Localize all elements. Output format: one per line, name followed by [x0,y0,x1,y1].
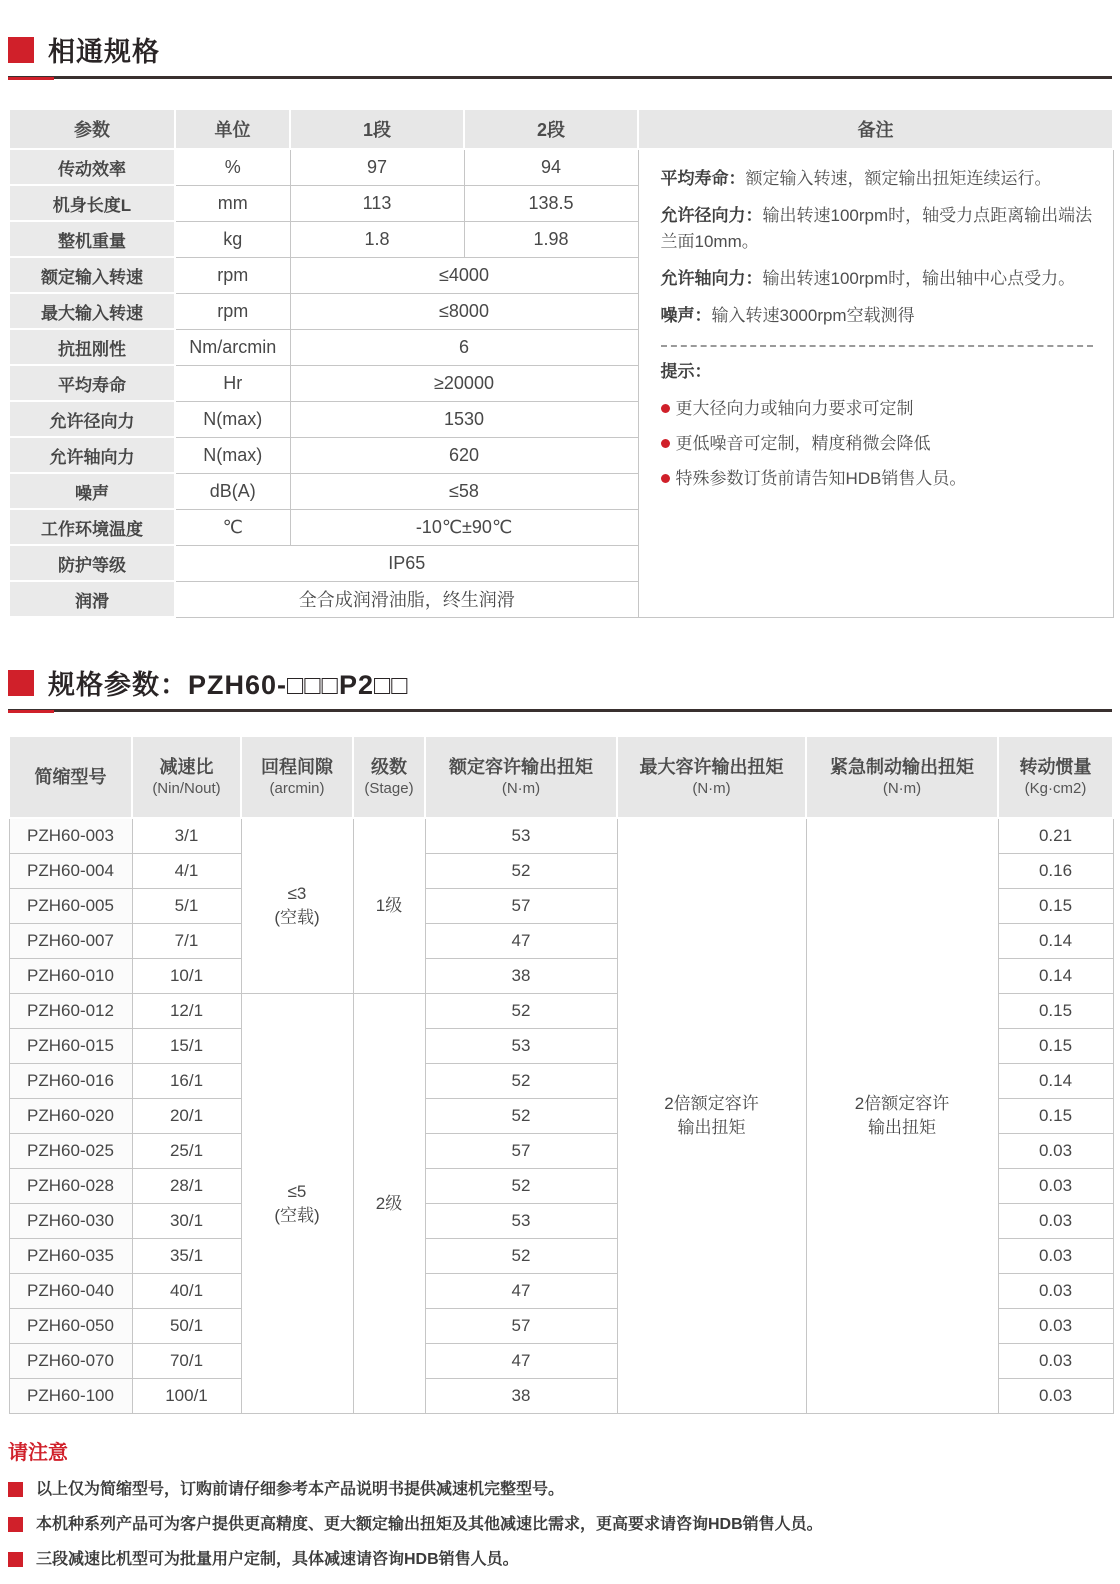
red-square-bullet-icon [8,1517,23,1532]
param-value-1: 1.8 [290,221,464,257]
remark-paragraph [661,166,1093,192]
header-title: 回程间隙 [261,757,333,777]
header-title: 最大容许输出扭矩 [639,757,784,777]
header-sub: (arcmin) [269,780,325,797]
remark-lead: 允许轴向力： [660,269,763,288]
param-unit: % [175,149,290,185]
col-header-parameter: 参数 [9,109,175,149]
brake-torque-line1: 2倍额定容许 [854,1094,950,1113]
param-unit: Nm/arcmin [175,329,290,365]
param-value-2: 1.98 [464,221,638,257]
param-unit: ℃ [175,509,290,545]
col-header-stage2: 2段 [464,109,638,149]
model-name: PZH60-005 [9,889,132,924]
model-table [8,735,1114,1414]
remark-lead: 平均寿命： [660,169,746,188]
param-value-full: 全合成润滑油脂，终生润滑 [175,581,638,617]
param-unit: kg [175,221,290,257]
header-title: 转动惯量 [1019,757,1092,777]
section-model-specs [8,663,1112,712]
remark-text: 输出转速100rpm时，轴受力点距离输出端法兰面10mm。 [660,206,1093,251]
ratio-value: 12/1 [132,994,241,1029]
inertia-value: 0.03 [998,1274,1113,1309]
col-header-max-torque [617,736,806,818]
section-title: 规格参数：PZH60-□□□P2□□ [48,670,409,700]
ratio-value: 40/1 [132,1274,241,1309]
model-header-row [9,736,1113,818]
ratio-value: 35/1 [132,1239,241,1274]
inertia-value: 0.15 [998,889,1113,924]
stage-group-1: 1级 [353,818,425,994]
remark-text: 输出转速100rpm时，输出轴中心点受力。 [762,269,1076,288]
param-value-2: 138.5 [464,185,638,221]
ratio-value: 30/1 [132,1204,241,1239]
model-name: PZH60-012 [9,994,132,1029]
brake-torque-line2: 输出扭矩 [868,1118,936,1137]
param-label: 抗扭刚性 [9,329,175,365]
notes-title: 请注意 [8,1442,68,1464]
header-title: 额定容许输出扭矩 [449,757,593,777]
red-square-icon [8,37,34,63]
inertia-value: 0.03 [998,1379,1113,1414]
remark-paragraph [661,266,1093,292]
stage-group-2: 2级 [353,994,425,1414]
tips-title: 提示： [660,362,712,381]
param-unit: mm [175,185,290,221]
param-value-span: ≤4000 [290,257,638,293]
model-name: PZH60-100 [9,1379,132,1414]
rated-torque-value: 52 [425,854,617,889]
ratio-value: 5/1 [132,889,241,924]
rated-torque-value: 53 [425,818,617,854]
col-header-unit: 单位 [175,109,290,149]
red-dot-icon [661,474,670,483]
ratio-value: 7/1 [132,924,241,959]
param-label: 平均寿命 [9,365,175,401]
col-header-brake-torque [806,736,998,818]
rated-torque-value: 47 [425,1274,617,1309]
col-header-backlash [241,736,353,818]
param-label: 机身长度L [9,185,175,221]
header-title: 减速比 [159,757,214,777]
note-item [8,1479,1112,1500]
param-value-1: 113 [290,185,464,221]
red-square-bullet-icon [8,1552,23,1567]
param-value-span: ≤58 [290,473,638,509]
param-value-span: 620 [290,437,638,473]
remark-paragraph [661,303,1093,329]
ratio-value: 25/1 [132,1134,241,1169]
model-name: PZH60-025 [9,1134,132,1169]
ratio-value: 3/1 [132,818,241,854]
note-text: 本机种系列产品可为客户提供更高精度、更大额定输出扭矩及其他减速比需求，更高要求请咨询HDB销售人员。 [36,1516,823,1533]
param-value-full: IP65 [175,545,638,581]
max-torque-cell [617,818,806,1414]
inertia-value: 0.03 [998,1134,1113,1169]
param-value-1: 97 [290,149,464,185]
model-name: PZH60-070 [9,1344,132,1379]
model-name: PZH60-003 [9,818,132,854]
param-unit: N(max) [175,437,290,473]
ratio-value: 50/1 [132,1309,241,1344]
inertia-value: 0.15 [998,994,1113,1029]
header-sub: (Kg·cm2) [1024,780,1087,797]
red-dot-icon [661,439,670,448]
spec-header-row [9,109,1113,149]
ratio-value: 100/1 [132,1379,241,1414]
inertia-value: 0.16 [998,854,1113,889]
remarks-cell [638,149,1113,617]
param-value-span: -10℃±90℃ [290,509,638,545]
backlash-value: ≤5 [287,1181,307,1201]
rated-torque-value: 52 [425,994,617,1029]
header-title: 紧急制动输出扭矩 [830,757,974,777]
note-text: 以上仅为简缩型号，订购前请仔细参考本产品说明书提供减速机完整型号。 [36,1481,565,1498]
param-label: 允许径向力 [9,401,175,437]
inertia-value: 0.15 [998,1099,1113,1134]
col-header-stage [353,736,425,818]
rated-torque-value: 57 [425,1309,617,1344]
model-name: PZH60-040 [9,1274,132,1309]
inertia-value: 0.14 [998,924,1113,959]
param-value-span: ≥20000 [290,365,638,401]
param-label: 允许轴向力 [9,437,175,473]
remarks-content [639,150,1113,511]
dashed-divider [661,345,1093,347]
section-heading [8,663,1112,702]
inertia-value: 0.15 [998,1029,1113,1064]
heading-underline [8,76,1112,79]
param-unit: N(max) [175,401,290,437]
ratio-value: 15/1 [132,1029,241,1064]
rated-torque-value: 53 [425,1204,617,1239]
inertia-value: 0.14 [998,959,1113,994]
col-header-remarks: 备注 [638,109,1113,149]
param-label: 整机重量 [9,221,175,257]
ratio-value: 10/1 [132,959,241,994]
col-header-rated-torque [425,736,617,818]
inertia-value: 0.21 [998,818,1113,854]
model-name: PZH60-010 [9,959,132,994]
spec-table [8,108,1114,618]
inertia-value: 0.03 [998,1169,1113,1204]
backlash-group-2 [241,994,353,1414]
rated-torque-value: 47 [425,1344,617,1379]
section-common-specs [8,30,1112,79]
rated-torque-value: 52 [425,1239,617,1274]
tip-text: 特殊参数订货前请告知HDB销售人员。 [675,469,967,488]
param-label: 噪声 [9,473,175,509]
param-label: 额定输入转速 [9,257,175,293]
backlash-note: (空载) [274,908,320,927]
param-unit: rpm [175,293,290,329]
param-label: 工作环境温度 [9,509,175,545]
col-header-ratio [132,736,241,818]
model-name: PZH60-016 [9,1064,132,1099]
model-name: PZH60-004 [9,854,132,889]
col-header-model [9,736,132,818]
ratio-value: 16/1 [132,1064,241,1099]
rated-torque-value: 38 [425,1379,617,1414]
model-name: PZH60-050 [9,1309,132,1344]
col-header-inertia [998,736,1113,818]
section-title: 相通规格 [48,37,160,67]
remark-lead: 噪声： [660,306,712,325]
param-unit: rpm [175,257,290,293]
rated-torque-value: 52 [425,1099,617,1134]
remark-paragraph [661,203,1093,255]
remark-text: 额定输入转速，额定输出扭矩连续运行。 [745,169,1052,188]
header-sub: (N·m) [692,780,731,797]
red-square-bullet-icon [8,1482,23,1497]
remark-text: 输入转速3000rpm空载测得 [711,306,915,325]
header-sub: (Stage) [364,780,414,797]
header-sub: (N·m) [882,780,922,797]
rated-torque-value: 47 [425,924,617,959]
model-row [9,818,1113,854]
page [0,30,1120,1570]
rated-torque-value: 38 [425,959,617,994]
model-name: PZH60-028 [9,1169,132,1204]
inertia-value: 0.03 [998,1309,1113,1344]
rated-torque-value: 57 [425,1134,617,1169]
tip-item [661,396,1093,422]
col-header-stage1: 1段 [290,109,464,149]
brake-torque-cell [806,818,998,1414]
model-name: PZH60-035 [9,1239,132,1274]
remark-lead: 允许径向力： [660,206,763,225]
inertia-value: 0.03 [998,1204,1113,1239]
note-item [8,1549,1112,1570]
model-name: PZH60-020 [9,1099,132,1134]
ratio-value: 28/1 [132,1169,241,1204]
param-value-span: 1530 [290,401,638,437]
param-label: 最大输入转速 [9,293,175,329]
inertia-value: 0.03 [998,1239,1113,1274]
param-value-span: 6 [290,329,638,365]
model-name: PZH60-015 [9,1029,132,1064]
ratio-value: 20/1 [132,1099,241,1134]
inertia-value: 0.14 [998,1064,1113,1099]
header-title: 简缩型号 [34,767,107,787]
heading-underline [8,709,1112,712]
red-dot-icon [661,404,670,413]
max-torque-line2: 输出扭矩 [677,1118,746,1137]
model-name: PZH60-007 [9,924,132,959]
rated-torque-value: 52 [425,1064,617,1099]
tip-item [661,466,1093,492]
model-name: PZH60-030 [9,1204,132,1239]
tip-item [661,431,1093,457]
ratio-value: 4/1 [132,854,241,889]
tip-text: 更低噪音可定制，精度稍微会降低 [675,434,931,453]
rated-torque-value: 57 [425,889,617,924]
param-label: 润滑 [9,581,175,617]
ratio-value: 70/1 [132,1344,241,1379]
notes-section [8,1436,1112,1570]
rated-torque-value: 52 [425,1169,617,1204]
header-sub: (Nin/Nout) [152,780,221,797]
rated-torque-value: 53 [425,1029,617,1064]
header-title: 级数 [371,757,407,777]
backlash-group-1 [241,818,353,994]
param-unit: Hr [175,365,290,401]
tip-text: 更大径向力或轴向力要求可定制 [675,399,914,418]
param-value-span: ≤8000 [290,293,638,329]
param-value-2: 94 [464,149,638,185]
spec-row [9,149,1113,185]
backlash-note: (空载) [274,1205,320,1225]
param-label: 传动效率 [9,149,175,185]
header-sub: (N·m) [501,780,541,797]
inertia-value: 0.03 [998,1344,1113,1379]
note-text: 三段减速比机型可为批量用户定制，具体减速请咨询HDB销售人员。 [36,1551,519,1568]
param-unit: dB(A) [175,473,290,509]
note-item [8,1514,1112,1535]
section-heading [8,30,1112,69]
backlash-value: ≤3 [287,884,307,903]
max-torque-line1: 2倍额定容许 [664,1094,759,1113]
red-square-icon [8,670,34,696]
param-label: 防护等级 [9,545,175,581]
